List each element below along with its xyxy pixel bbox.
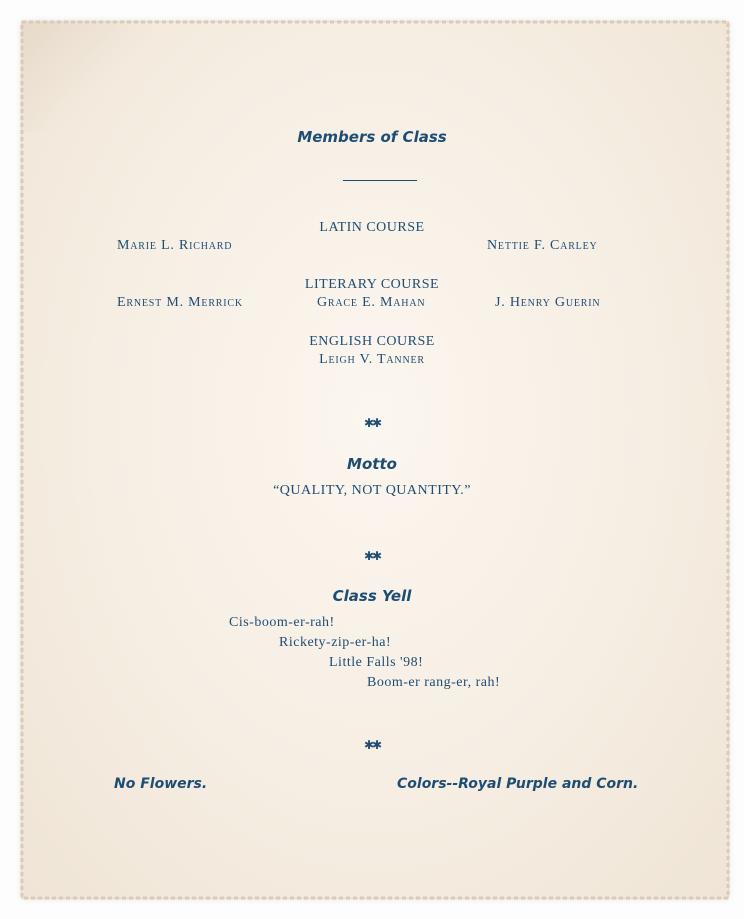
colors-note: Colors--Royal Purple and Corn. bbox=[397, 776, 639, 792]
yell-line-3: Little Falls '98! bbox=[329, 655, 424, 670]
ornament-divider-1: ✱✱ bbox=[363, 416, 381, 430]
literary-member-1: Ernest M. Merrick bbox=[117, 295, 243, 310]
yell-line-1: Cis-boom-er-rah! bbox=[229, 615, 335, 630]
literary-course-title: LITERARY COURSE bbox=[304, 277, 440, 292]
paper-crease bbox=[22, 22, 152, 132]
motto-title: Motto bbox=[347, 455, 397, 473]
latin-member-2: Nettie F. Carley bbox=[487, 238, 598, 253]
ornament-divider-2: ✱✱ bbox=[363, 549, 381, 563]
class-yell-title: Class Yell bbox=[332, 587, 412, 605]
motto-text: “QUALITY, NOT QUANTITY.” bbox=[273, 483, 471, 498]
english-course-title: ENGLISH COURSE bbox=[309, 334, 435, 349]
ornament-divider-3: ✱✱ bbox=[363, 738, 381, 752]
yell-line-4: Boom-er rang-er, rah! bbox=[367, 675, 501, 690]
english-member-1: Leigh V. Tanner bbox=[319, 352, 425, 367]
latin-member-1: Marie L. Richard bbox=[117, 238, 233, 253]
latin-course-title: LATIN COURSE bbox=[319, 220, 425, 235]
members-heading: Members of Class bbox=[297, 128, 447, 146]
literary-member-3: J. Henry Guerin bbox=[495, 295, 601, 310]
literary-member-2: Grace E. Mahan bbox=[317, 295, 426, 310]
flowers-note: No Flowers. bbox=[114, 776, 208, 792]
heading-rule bbox=[343, 180, 417, 181]
yell-line-2: Rickety-zip-er-ha! bbox=[279, 635, 392, 650]
